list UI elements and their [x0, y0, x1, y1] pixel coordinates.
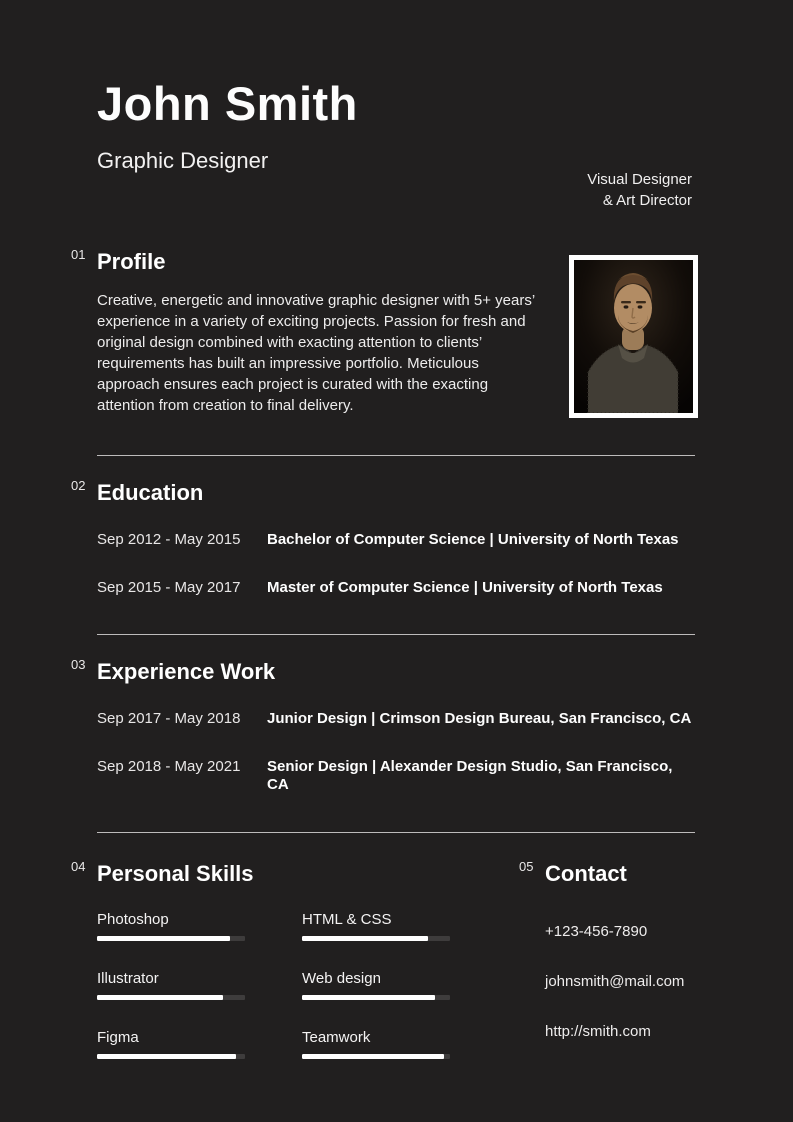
skill-item — [302, 911, 450, 941]
skill-label: Photoshop — [97, 911, 169, 929]
divider — [97, 832, 695, 833]
section-heading-education — [71, 478, 204, 506]
skill-label: Figma — [97, 1029, 139, 1047]
skill-bar-fill — [302, 936, 428, 941]
experience-row — [97, 758, 695, 794]
skill-bar-track — [302, 1054, 450, 1059]
skills-grid — [97, 911, 453, 1059]
person-name: John Smith — [97, 77, 358, 130]
section-number-education: 02 — [71, 478, 86, 494]
divider — [97, 455, 695, 456]
section-title-education: Education — [97, 480, 204, 506]
education-dates: Sep 2012 - May 2015 — [97, 531, 241, 549]
skill-bar-track — [302, 995, 450, 1000]
skill-item — [97, 970, 245, 1000]
portrait-photo — [569, 255, 698, 418]
skill-bar-fill — [97, 936, 230, 941]
skill-item — [302, 1029, 450, 1059]
education-row — [97, 579, 695, 597]
skill-label: Web design — [302, 970, 381, 988]
education-detail: Bachelor of Computer Science | University of North Texas — [267, 531, 679, 549]
contact-phone: +123-456-7890 — [545, 923, 648, 941]
skill-item — [97, 911, 245, 941]
contact-website: http://smith.com — [545, 1023, 651, 1041]
skill-label: HTML & CSS — [302, 911, 392, 929]
experience-row — [97, 710, 695, 728]
skill-label: Teamwork — [302, 1029, 371, 1047]
skill-bar-track — [97, 1054, 245, 1059]
divider — [97, 634, 695, 635]
tagline-line-2: & Art Director — [602, 192, 692, 209]
skill-bar-track — [302, 936, 450, 941]
skill-bar-fill — [302, 1054, 444, 1059]
skill-bar-track — [97, 936, 245, 941]
section-number-skills: 04 — [71, 859, 86, 875]
education-row — [97, 531, 695, 549]
section-number-experience: 03 — [71, 657, 86, 673]
profile-paragraph: Creative, energetic and innovative graphic designer with 5+ years’ experience in a variety of exciting projects. Passion for fresh and original design combined with exacting attention to clients’ requirements has built an impressive portfolio. Meticulous approach ensures each project is curated with the exacting attention from creation to final delivery. — [97, 292, 535, 415]
section-title-experience: Experience Work — [97, 659, 276, 685]
experience-dates: Sep 2017 - May 2018 — [97, 710, 241, 728]
tagline — [587, 169, 692, 211]
contact-list — [545, 923, 695, 1041]
section-heading-skills — [71, 859, 254, 887]
section-heading-profile — [71, 247, 166, 275]
section-heading-contact — [519, 859, 627, 887]
skill-bar-fill — [302, 995, 435, 1000]
skill-bar-fill — [97, 995, 223, 1000]
section-heading-experience — [71, 657, 276, 685]
skill-label: Illustrator — [97, 970, 159, 988]
portrait-photo-illustration — [574, 260, 693, 413]
skill-bar-track — [97, 995, 245, 1000]
education-dates: Sep 2015 - May 2017 — [97, 579, 241, 597]
contact-email: johnsmith@mail.com — [545, 973, 685, 991]
section-number-contact: 05 — [519, 859, 534, 875]
section-title-skills: Personal Skills — [97, 861, 254, 887]
person-job-title: Graphic Designer — [97, 148, 269, 174]
skill-item — [97, 1029, 245, 1059]
education-detail: Master of Computer Science | University of North Texas — [267, 579, 663, 597]
skill-bar-fill — [97, 1054, 236, 1059]
section-title-profile: Profile — [97, 249, 166, 275]
tagline-line-1: Visual Designer — [587, 171, 692, 188]
experience-dates: Sep 2018 - May 2021 — [97, 758, 241, 776]
skills-section — [71, 859, 453, 1073]
skill-item — [302, 970, 450, 1000]
section-number-profile: 01 — [71, 247, 86, 263]
experience-detail: Senior Design | Alexander Design Studio, San Francisco, CA — [267, 758, 673, 794]
experience-detail: Junior Design | Crimson Design Bureau, San Francisco, CA — [267, 710, 692, 728]
contact-section — [517, 861, 695, 1073]
section-title-contact: Contact — [545, 861, 627, 887]
